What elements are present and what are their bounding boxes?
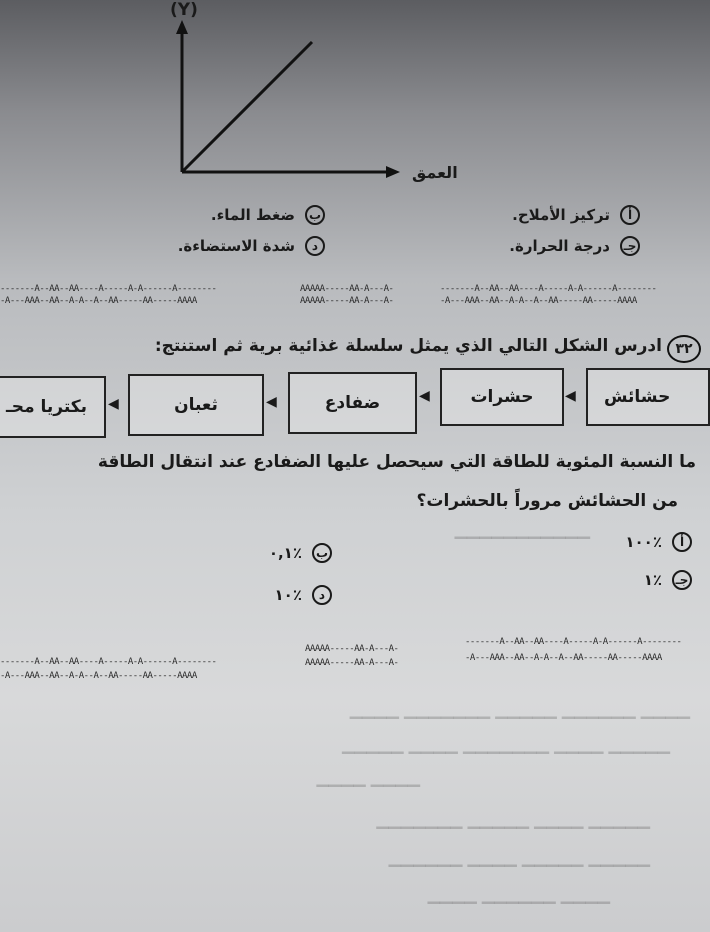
q31-option-d[interactable] <box>178 236 325 256</box>
chain-box-bacteria: بكتريا محـ <box>0 376 106 438</box>
bleed-through-marks: ▁▁▁▁ ▁▁▁▁ <box>316 768 420 787</box>
option-text: ٪١٠٠ <box>625 533 662 551</box>
bleed-through-marks: ▁▁▁▁▁ ▁▁▁▁ ▁▁▁▁▁▁▁ ▁▁▁▁ ▁▁▁▁▁ <box>342 735 670 754</box>
option-marker: د <box>305 236 325 256</box>
q32-option-c[interactable] <box>644 570 692 590</box>
option-marker: أ <box>620 205 640 225</box>
x-axis-label: العمق <box>412 163 458 182</box>
q31-option-b[interactable] <box>211 205 325 225</box>
option-marker: د <box>312 585 332 605</box>
answer-line: -------A--AA--AA----A-----A-A------A-------- <box>0 657 217 667</box>
bleed-through-marks: ▁▁▁▁▁ ▁▁▁▁ ▁▁▁▁▁ ▁▁▁▁▁▁▁ <box>376 810 650 829</box>
option-text: تركيز الأملاح. <box>512 206 610 224</box>
answer-line: -------A--AA--AA----A-----A-A------A-------- <box>0 284 217 294</box>
answer-line: AAAAA-----AA-A---A- <box>300 284 394 294</box>
option-marker: جـ <box>672 570 692 590</box>
option-text: شدة الاستضاءة. <box>177 237 295 255</box>
chain-box-grass: حشائش <box>586 368 710 426</box>
q32-option-d[interactable] <box>275 585 332 605</box>
question-number: ٣٢ <box>667 335 701 363</box>
answer-line: -------A--AA--AA----A-----A-A------A-------- <box>465 637 682 647</box>
option-text: ٪٠,١ <box>268 544 302 562</box>
bleed-through-marks: ▁▁▁▁ ▁▁▁▁▁▁ ▁▁▁▁▁ ▁▁▁▁▁▁▁ ▁▁▁▁ <box>349 700 690 719</box>
answer-line: -A---AAA--AA--A-A--A--AA-----AA-----AAAA <box>0 296 197 306</box>
q32-option-a[interactable] <box>625 532 692 552</box>
depth-graph <box>150 0 420 190</box>
option-marker: ب <box>305 205 325 225</box>
q31-option-a[interactable] <box>512 205 640 225</box>
chain-box-frogs: ضفادع <box>288 372 417 434</box>
option-text: ٪١٠ <box>274 586 302 604</box>
answer-line: -A---AAA--AA--A-A--A--AA-----AA-----AAAA <box>0 671 197 681</box>
answer-line: AAAAA-----AA-A---A- <box>305 644 399 654</box>
chain-arrow: ◀ <box>419 388 430 404</box>
answer-line: -A---AAA--AA--A-A--A--AA-----AA-----AAAA <box>440 296 637 306</box>
chain-arrow: ◀ <box>565 388 576 404</box>
q32-option-b[interactable] <box>269 543 332 563</box>
answer-line: -------A--AA--AA----A-----A-A------A-------- <box>440 284 657 294</box>
answer-line: AAAAA-----AA-A---A- <box>300 296 394 306</box>
answer-line: AAAAA-----AA-A---A- <box>305 658 399 668</box>
option-marker: أ <box>672 532 692 552</box>
y-axis-arrow <box>176 20 188 34</box>
option-text: درجة الحرارة. <box>509 237 610 255</box>
option-marker: جـ <box>620 236 640 256</box>
chain-box-insects: حشرات <box>440 368 564 426</box>
x-axis-arrow <box>386 166 400 178</box>
q31-option-c[interactable] <box>509 236 640 256</box>
bleed-through-marks: ▁▁▁▁▁ ▁▁▁▁▁ ▁▁▁▁ ▁▁▁▁▁▁ <box>388 848 650 867</box>
chain-box-snake: ثعبان <box>128 374 264 436</box>
bleed-through-marks: ▁▁▁▁ ▁▁▁▁▁▁ ▁▁▁▁ <box>427 885 610 904</box>
question-text-line1: ما النسبة المئوية للطاقة التي سيحصل عليها الضفادع عند انتقال الطاقة <box>97 452 696 472</box>
chain-arrow: ◀ <box>266 394 277 410</box>
option-text: ضغط الماء. <box>210 206 295 224</box>
option-text: ٪١ <box>643 571 662 589</box>
question-instruction: ادرس الشكل التالي الذي يمثل سلسلة غذائية برية ثم استنتج: <box>154 336 662 356</box>
bleed-through-marks: ▁▁▁▁▁▁▁▁▁▁▁ <box>454 520 590 539</box>
option-marker: ب <box>312 543 332 563</box>
y-axis-label: (Y) <box>170 0 198 20</box>
chain-arrow: ◀ <box>108 396 119 412</box>
question-text-line2: من الحشائش مروراً بالحشرات؟ <box>416 491 678 511</box>
answer-line: -A---AAA--AA--A-A--A--AA-----AA-----AAAA <box>465 653 662 663</box>
graph-line <box>182 42 312 172</box>
